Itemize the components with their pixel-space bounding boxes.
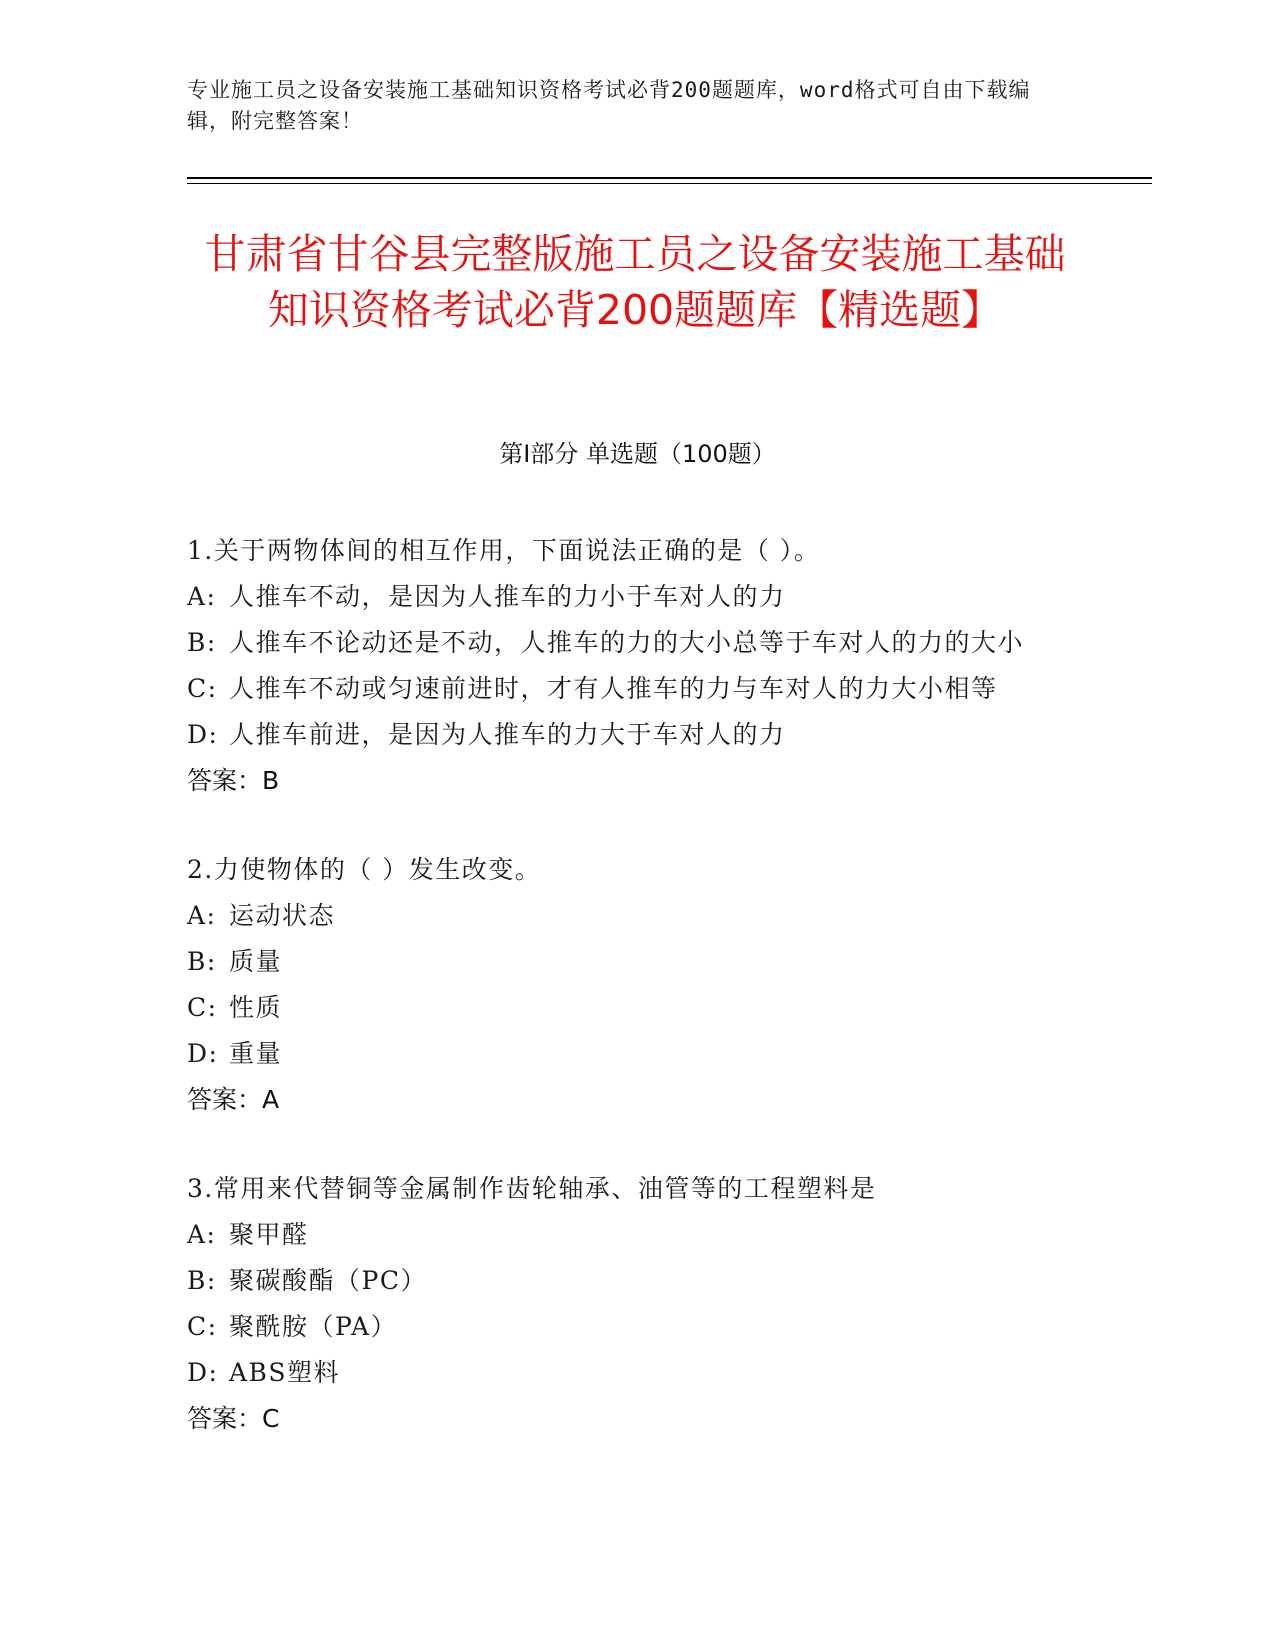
option-a bbox=[187, 893, 1077, 939]
option-text: 运动状态 bbox=[229, 901, 336, 930]
answer-line: 答案：B bbox=[187, 766, 280, 795]
option-letter: B: bbox=[187, 1266, 217, 1295]
option-letter: C: bbox=[187, 674, 218, 703]
question-1 bbox=[187, 528, 1077, 804]
option-c bbox=[187, 666, 1077, 712]
option-letter: C: bbox=[187, 993, 218, 1022]
option-a bbox=[187, 1212, 1077, 1258]
option-letter: D: bbox=[187, 1358, 219, 1387]
header-note: 专业施工员之设备安装施工基础知识资格考试必背200题题库，word格式可自由下载编辑，附完整答案！ bbox=[187, 78, 1031, 133]
option-letter: A: bbox=[187, 582, 217, 611]
question-stem: 1.关于两物体间的相互作用，下面说法正确的是（ ）。 bbox=[187, 536, 821, 565]
option-letter: D: bbox=[187, 1039, 219, 1068]
option-text: 性质 bbox=[229, 993, 283, 1022]
option-text: 质量 bbox=[229, 947, 283, 976]
option-letter: C: bbox=[187, 1312, 218, 1341]
question-list bbox=[187, 528, 1077, 1485]
option-d bbox=[187, 1350, 1077, 1396]
option-letter: A: bbox=[187, 1220, 217, 1249]
header-rule-thin bbox=[187, 183, 1152, 184]
option-c bbox=[187, 1304, 1077, 1350]
option-text: 聚酰胺（PA） bbox=[229, 1312, 398, 1341]
option-b bbox=[187, 939, 1077, 985]
option-text: 人推车不论动还是不动，人推车的力的大小总等于车对人的力的大小 bbox=[229, 628, 1025, 657]
answer-line: 答案：C bbox=[187, 1404, 280, 1433]
option-text: 聚碳酸酯（PC） bbox=[229, 1266, 427, 1295]
question-stem: 2.力使物体的（ ）发生改变。 bbox=[187, 855, 542, 884]
header-rule-thick bbox=[187, 177, 1152, 179]
option-letter: A: bbox=[187, 901, 217, 930]
option-a bbox=[187, 574, 1077, 620]
question-2 bbox=[187, 847, 1077, 1123]
option-letter: B: bbox=[187, 947, 217, 976]
option-c bbox=[187, 985, 1077, 1031]
option-text: 人推车不动或匀速前进时，才有人推车的力与车对人的力大小相等 bbox=[229, 674, 998, 703]
option-b bbox=[187, 1258, 1077, 1304]
option-text: 人推车不动，是因为人推车的力小于车对人的力 bbox=[229, 582, 786, 611]
option-d bbox=[187, 712, 1077, 758]
option-letter: B: bbox=[187, 628, 217, 657]
section-title: 第Ⅰ部分 单选题（100题） bbox=[499, 440, 776, 468]
question-stem: 3.常用来代替铜等金属制作齿轮轴承、油管等的工程塑料是 bbox=[187, 1174, 877, 1203]
option-letter: D: bbox=[187, 720, 219, 749]
answer-line: 答案：A bbox=[187, 1085, 280, 1114]
option-text: 聚甲醛 bbox=[229, 1220, 309, 1249]
option-text: 人推车前进，是因为人推车的力大于车对人的力 bbox=[229, 720, 786, 749]
option-text: 重量 bbox=[229, 1039, 283, 1068]
option-b bbox=[187, 620, 1077, 666]
document-title: 甘肃省甘谷县完整版施工员之设备安装施工基础知识资格考试必背200题题库【精选题】 bbox=[204, 230, 1066, 334]
option-text: ABS塑料 bbox=[229, 1358, 341, 1387]
question-3 bbox=[187, 1166, 1077, 1442]
option-d bbox=[187, 1031, 1077, 1077]
